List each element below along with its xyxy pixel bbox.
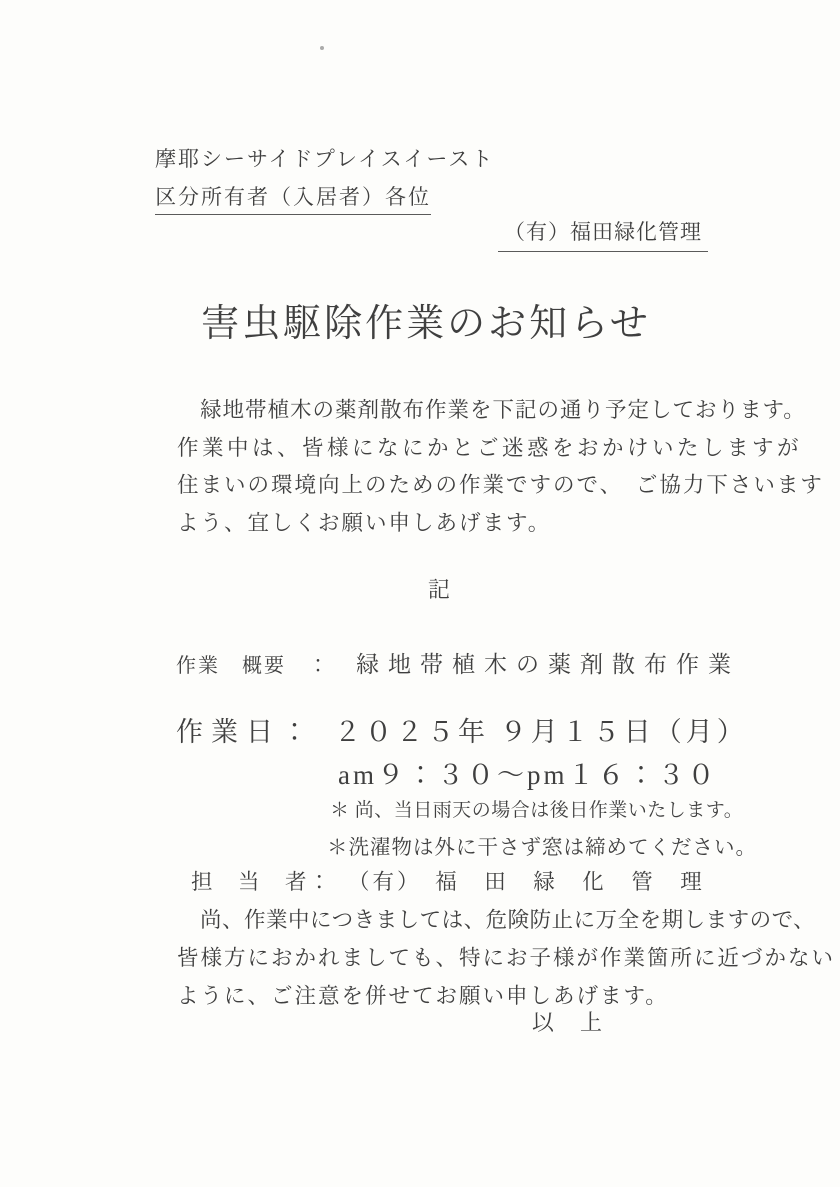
work-overview-row bbox=[176, 646, 740, 679]
intro-line: 住まいの環境向上のための作業ですので、 ご協力下さいます bbox=[177, 473, 824, 497]
addressee-building-name: 摩耶シーサイドプレイスイースト bbox=[155, 147, 495, 171]
intro-line: 作業中は、皆様になにかとご迷惑をおかけいたしますが bbox=[177, 435, 803, 460]
closing-line: 尚、作業中につきましては、危険防止に万全を期しますので、 bbox=[200, 908, 816, 932]
intro-line: 緑地帯植木の薬剤散布作業を下記の通り予定しております。 bbox=[200, 398, 806, 422]
sign-off: 以 上 bbox=[532, 1010, 605, 1035]
work-time-value: am９：３０～pm１６：３０ bbox=[338, 760, 718, 790]
closing-paragraph bbox=[177, 901, 836, 1015]
work-overview-label: 作業 概要 ： bbox=[176, 655, 330, 677]
scan-artifact-dot bbox=[320, 46, 324, 50]
work-date-label: 作業日： bbox=[176, 717, 316, 747]
staff-label: 担 当 者： bbox=[191, 870, 333, 894]
staff-row bbox=[191, 865, 705, 896]
work-date-row bbox=[176, 710, 748, 749]
work-date-value: ２０２５年 ９月１５日（月） bbox=[334, 717, 748, 747]
work-overview-value: 緑地帯植木の薬剤散布作業 bbox=[356, 652, 740, 677]
closing-line: 皆様方におかれましても、特にお子様が作業箇所に近づかない bbox=[177, 946, 836, 970]
record-marker: 記 bbox=[427, 577, 450, 602]
closing-line: ように、ご注意を併せてお願い申しあげます。 bbox=[177, 984, 669, 1008]
intro-paragraph bbox=[177, 392, 824, 542]
rain-note: ＊ 尚、当日雨天の場合は後日作業いたします。 bbox=[330, 800, 744, 821]
intro-line: よう、宜しくお願い申しあげます。 bbox=[177, 510, 552, 535]
addressee-residents-line: 区分所有者（入居者）各位 bbox=[155, 181, 431, 215]
staff-value: （有） 福 田 緑 化 管 理 bbox=[348, 870, 705, 894]
notice-title: 害虫駆除作業のお知らせ bbox=[201, 303, 651, 345]
laundry-note: ＊洗濯物は外に干さず窓は締めてください。 bbox=[327, 837, 757, 859]
sender-company-name: （有）福田緑化管理 bbox=[498, 216, 708, 252]
